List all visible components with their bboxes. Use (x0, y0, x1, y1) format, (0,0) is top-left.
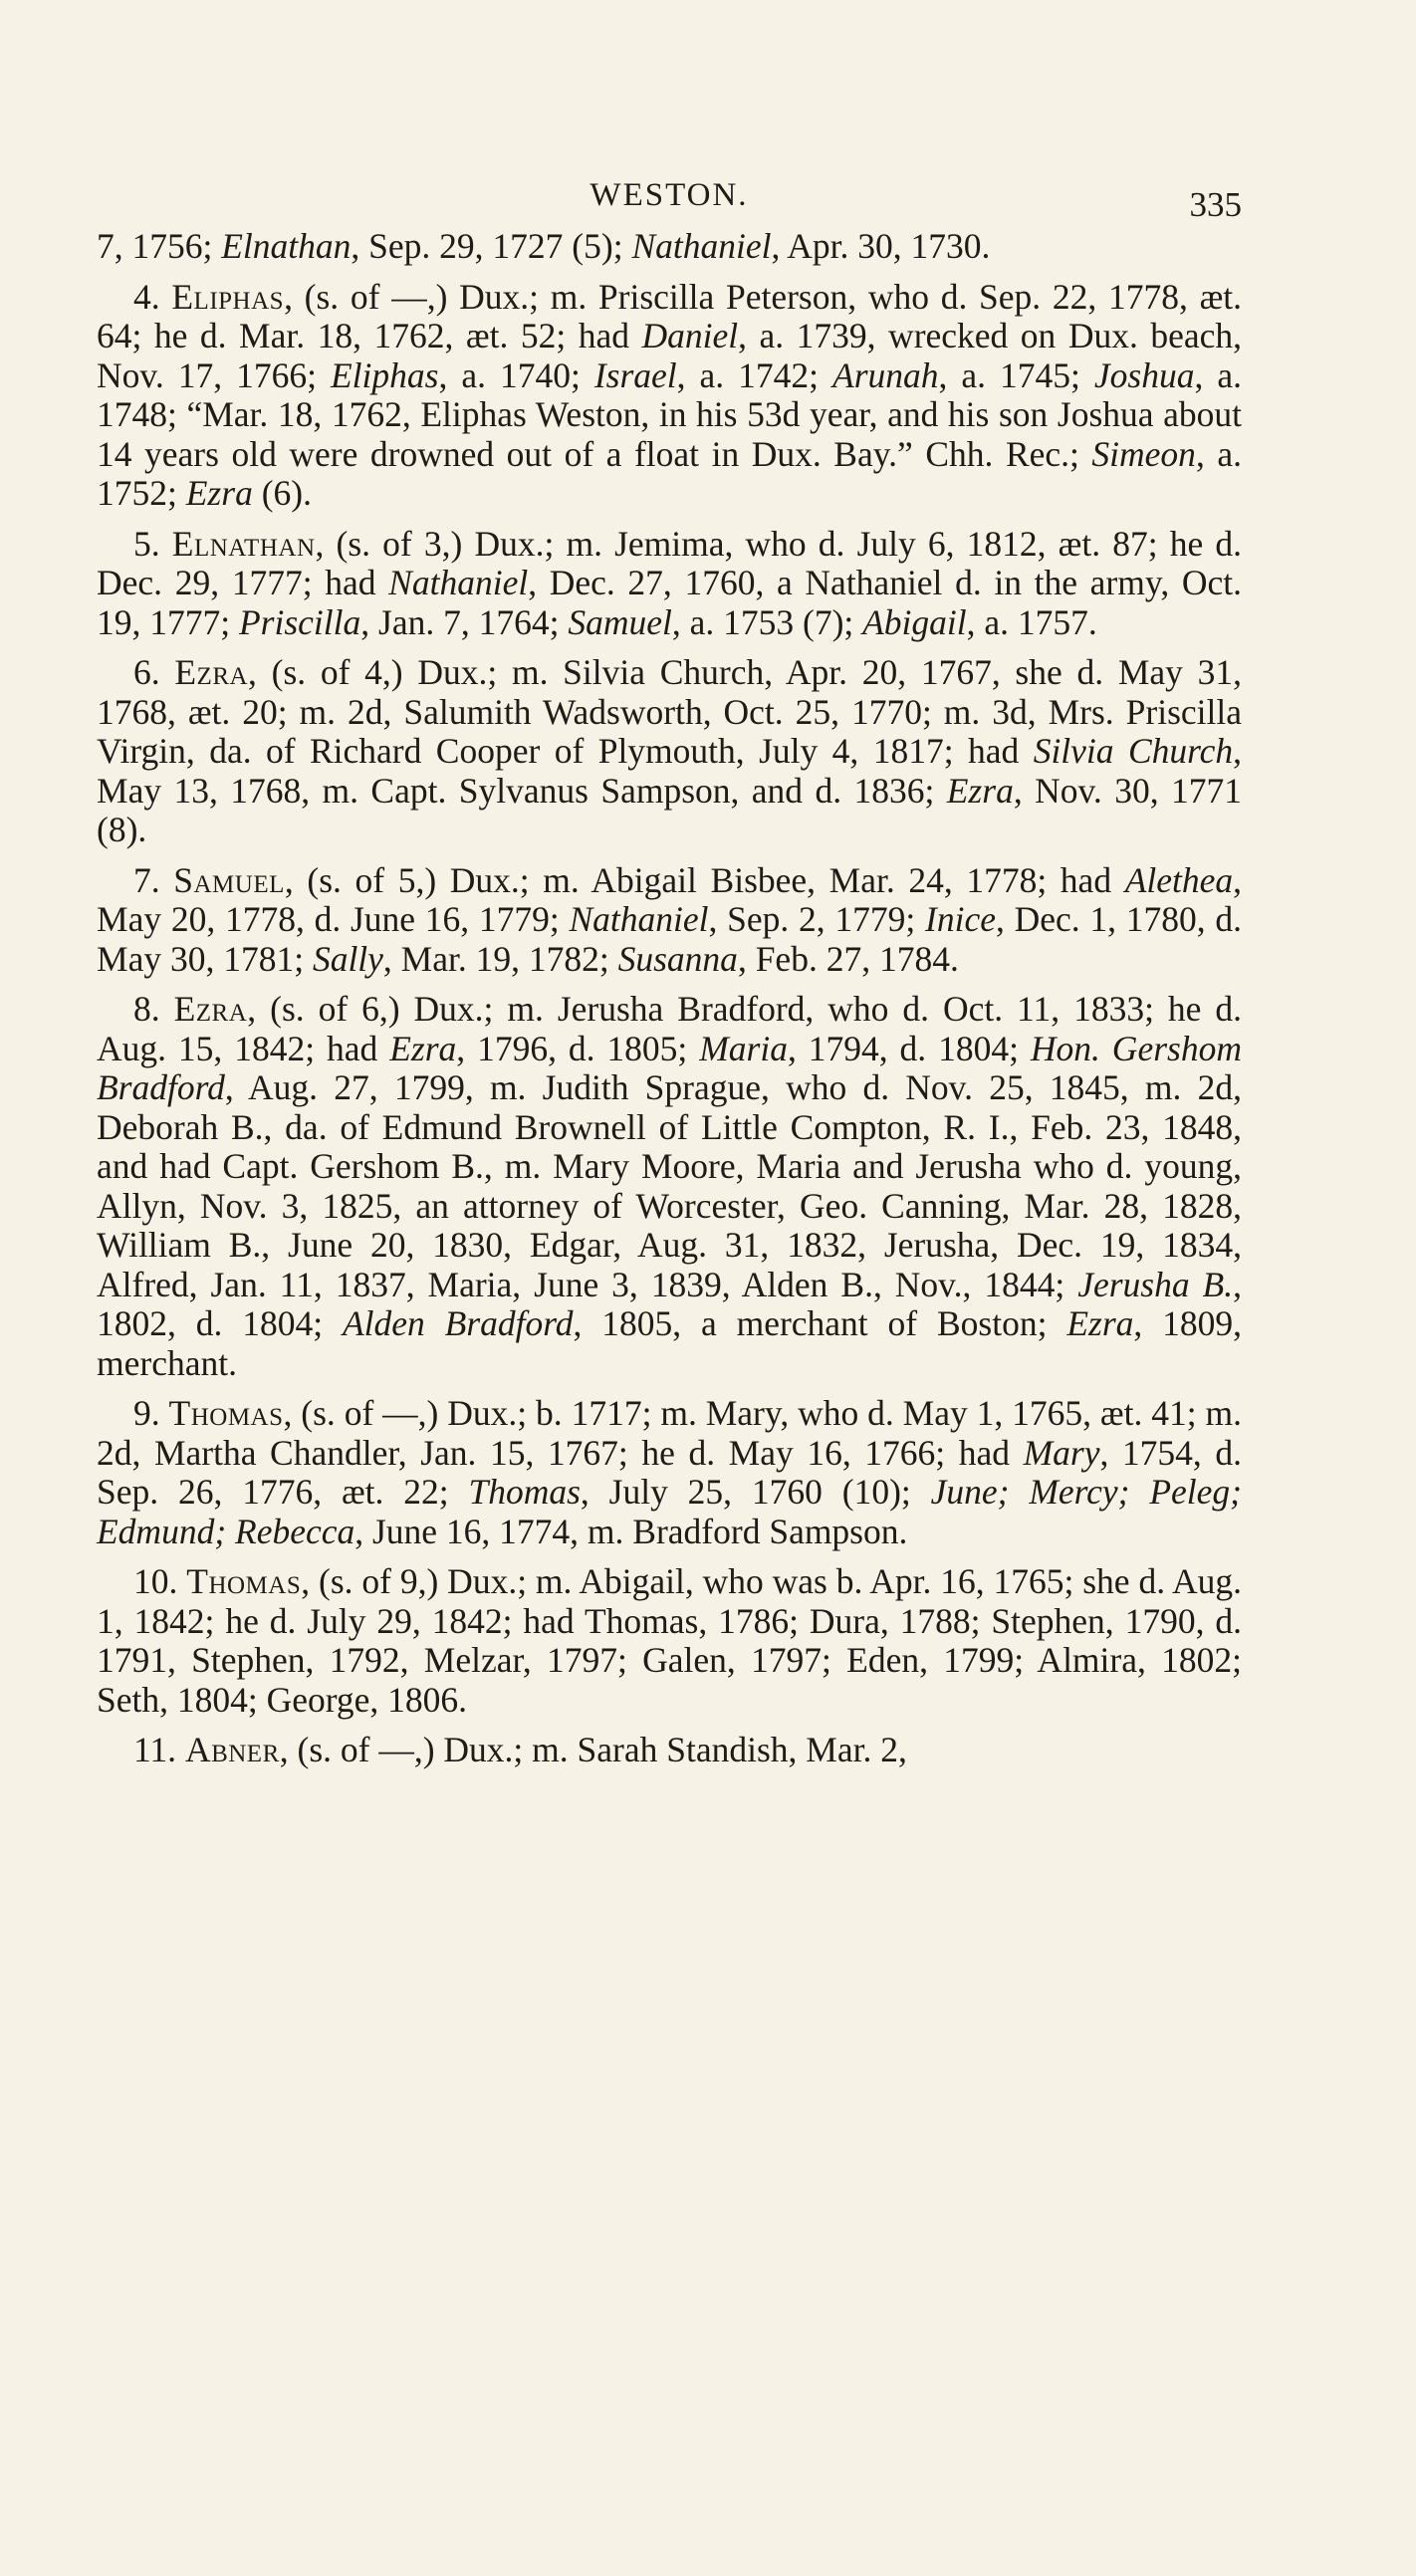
child-name: Alethea (1124, 859, 1234, 900)
child-name: Thomas (468, 1472, 581, 1512)
entry-text: , 1794, d. 1804; (787, 1028, 1031, 1068)
entry-text: , Aug. 27, 1799, m. Judith Sprague, who d. Nov. 25, 1845, m. 2d, Deborah B., da. of Edmund Brownell of Little Compton, R. I., Feb. 23, 1848, and had Capt. Gershom B., m. Mary Moore, Maria and Jerusha who d. young, Allyn, Nov. 3, 1825, an attorney of Worcester, Geo. Canning, Mar. 28, 1828, William B., June 20, 1830, Edgar, Aug. 31, 1832, Jerusha, Dec. 19, 1834, Alfred, Jan. 11, 1837, Maria, June 3, 1839, Alden B., Nov., 1844; (97, 1067, 1242, 1304)
entry-text: , 1796, d. 1805; (456, 1028, 700, 1068)
child-name: Eliphas (330, 354, 439, 395)
child-name: Inice (925, 899, 996, 939)
entry-text: , (s. of —,) Dux.; m. Sarah Standish, Mar. 2, (279, 1730, 907, 1769)
entry-text: , a. 1745; (938, 354, 1094, 395)
genealogy-entry (97, 653, 1242, 850)
child-name: Arunah (832, 354, 939, 395)
entry-text: , Dec. 27, 1760, a Nathaniel d. in the army, Oct. 19, 1777; (97, 563, 1242, 642)
child-name: Hon. Gershom Bradford (97, 1028, 1242, 1107)
child-name: Samuel (568, 601, 672, 642)
child-name: Priscilla (239, 601, 361, 642)
genealogy-entry (97, 990, 1242, 1383)
child-name: Maria (699, 1028, 788, 1068)
entry-head-name: Eliphas (171, 276, 285, 317)
entry-text: , Mar. 19, 1782; (382, 938, 618, 979)
genealogy-entry (97, 1731, 1242, 1770)
continued-entry (97, 227, 1242, 267)
genealogy-entries (97, 227, 1242, 1770)
child-name: Joshua (1093, 354, 1195, 395)
entry-text: , July 25, 1760 (10); (580, 1472, 931, 1512)
entry-head-name: Elnathan (171, 523, 316, 564)
child-name: June; Mercy; Peleg; Edmund; Rebecca (97, 1472, 1242, 1551)
entry-text: , (s. of 6,) Dux.; m. Jerusha Bradford, who d. Oct. 11, 1833; he d. Aug. 15, 1842; had (97, 989, 1242, 1068)
entry-text: (6). (252, 473, 312, 513)
entry-text: , Nov. 30, 1771 (8). (97, 770, 1242, 849)
entry-text: , a. 1757. (966, 601, 1097, 642)
entry-text: , a. 1739, wrecked on Dux. beach, Nov. 17, 1766; (97, 316, 1242, 395)
entry-text: , (s. of 9,) Dux.; m. Abigail, who was b. Apr. 16, 1765; she d. Aug. 1, 1842; he d. July 29, 1842; had Thomas, 1786; Dura, 1788; Stephen, 1790, d. 1791, Stephen, 1792, Melzar, 1797; Galen, 1797; Eden, 1799; Almira, 1802; Seth, 1804; George, 1806. (97, 1561, 1243, 1720)
child-name: Israel (593, 354, 677, 395)
child-name: Susanna (617, 938, 738, 979)
entry-text: , a. 1740; (438, 354, 594, 395)
child-name: Abigail (862, 601, 967, 642)
child-name: Nathaniel (388, 563, 529, 602)
running-head (97, 177, 1242, 227)
entry-text: , (s. of 5,) Dux.; m. Abigail Bisbee, Mar. 24, 1778; had (284, 859, 1125, 900)
entry-text: , May 13, 1768, m. Capt. Sylvanus Sampson, and d. 1836; (97, 731, 1243, 811)
entry-text: , a. 1753 (7); (671, 601, 863, 642)
child-name: Nathaniel (569, 899, 709, 939)
entry-text: , (s. of 3,) Dux.; m. Jemima, who d. July 6, 1812, æt. 87; he d. Dec. 29, 1777; had (97, 523, 1242, 602)
genealogy-entry (97, 278, 1242, 514)
entry-text: 9. (133, 1393, 169, 1433)
entry-head-name: Ezra (173, 989, 248, 1029)
genealogy-entry (97, 525, 1242, 643)
entry-text: , Jan. 7, 1764; (360, 601, 569, 642)
entry-text: 7. (133, 859, 174, 900)
child-name: Jerusha B. (1077, 1264, 1234, 1304)
entry-head-name: Samuel (173, 859, 285, 900)
entry-text: , 1754, d. Sep. 26, 1776, æt. 22; (97, 1432, 1243, 1512)
entry-text: , Apr. 30, 1730. (771, 226, 991, 266)
child-name: Ezra (185, 473, 253, 513)
child-name: Ezra (1066, 1303, 1134, 1343)
entry-text: , Sep. 2, 1779; (708, 899, 926, 939)
child-name: Ezra (389, 1028, 457, 1068)
entry-text: , Feb. 27, 1784. (737, 938, 959, 979)
entry-text: , (s. of —,) Dux.; m. Priscilla Peterson, who d. Sep. 22, 1778, æt. 64; he d. Mar. 18, 1762, æt. 52; had (97, 276, 1242, 355)
child-name: Daniel (641, 316, 739, 355)
entry-text: , a. 1748; “Mar. 18, 1762, Eliphas Weston, in his 53d year, and his son Joshua about 14 years old were drowned out of a float in Dux. Bay.” Chh. Rec.; (97, 354, 1242, 474)
entry-head-name: Abner (184, 1730, 280, 1769)
genealogy-entry (97, 1562, 1242, 1720)
entry-text: 5. (133, 523, 172, 564)
entry-text: 10. (133, 1561, 187, 1601)
child-name: Alden Bradford (342, 1303, 574, 1343)
entry-text: 7, 1756; (97, 226, 222, 266)
entry-text: , a. 1742; (676, 354, 833, 395)
entry-text: , 1809, merchant. (97, 1303, 1243, 1383)
page-number: 335 (1189, 185, 1242, 224)
entry-head-name: Thomas (186, 1561, 302, 1601)
genealogy-entry (97, 1394, 1242, 1551)
child-name: Ezra (946, 770, 1014, 811)
entry-text: 4. (133, 276, 172, 317)
entry-text: , Sep. 29, 1727 (5); (351, 226, 632, 266)
child-name: Simeon (1091, 433, 1196, 474)
entry-text: 8. (133, 989, 174, 1029)
entry-text: , June 16, 1774, m. Bradford Sampson. (354, 1511, 908, 1551)
entry-text: , 1805, a merchant of Boston; (573, 1303, 1067, 1343)
entry-head-name: Thomas (168, 1393, 284, 1433)
entry-head-name: Ezra (174, 652, 249, 692)
entry-text: , 1802, d. 1804; (97, 1264, 1242, 1343)
book-page (97, 177, 1242, 1781)
entry-text: , Dec. 1, 1780, d. May 30, 1781; (97, 899, 1242, 979)
running-title: WESTON. (590, 177, 749, 213)
child-name: Nathaniel (631, 226, 772, 266)
entry-text: 11. (133, 1730, 185, 1769)
child-name: Elnathan (221, 226, 352, 266)
child-name: Silvia Church (1033, 731, 1234, 771)
entry-text: , May 20, 1778, d. June 16, 1779; (97, 859, 1243, 939)
entry-text: 6. (133, 652, 175, 692)
genealogy-entry (97, 861, 1242, 980)
entry-text: , a. 1752; (97, 433, 1242, 513)
entry-text: , (s. of —,) Dux.; b. 1717; m. Mary, who d. May 1, 1765, æt. 41; m. 2d, Martha Chandler, Jan. 15, 1767; he d. May 16, 1766; had (97, 1393, 1242, 1473)
child-name: Mary (1023, 1432, 1100, 1473)
entry-text: , (s. of 4,) Dux.; m. Silvia Church, Apr. 20, 1767, she d. May 31, 1768, æt. 20; m. 2d, Salumith Wadsworth, Oct. 25, 1770; m. 3d, Mrs. Priscilla Virgin, da. of Richard Cooper of Plymouth, July 4, 1817; had (97, 652, 1242, 771)
child-name: Sally (312, 938, 383, 979)
